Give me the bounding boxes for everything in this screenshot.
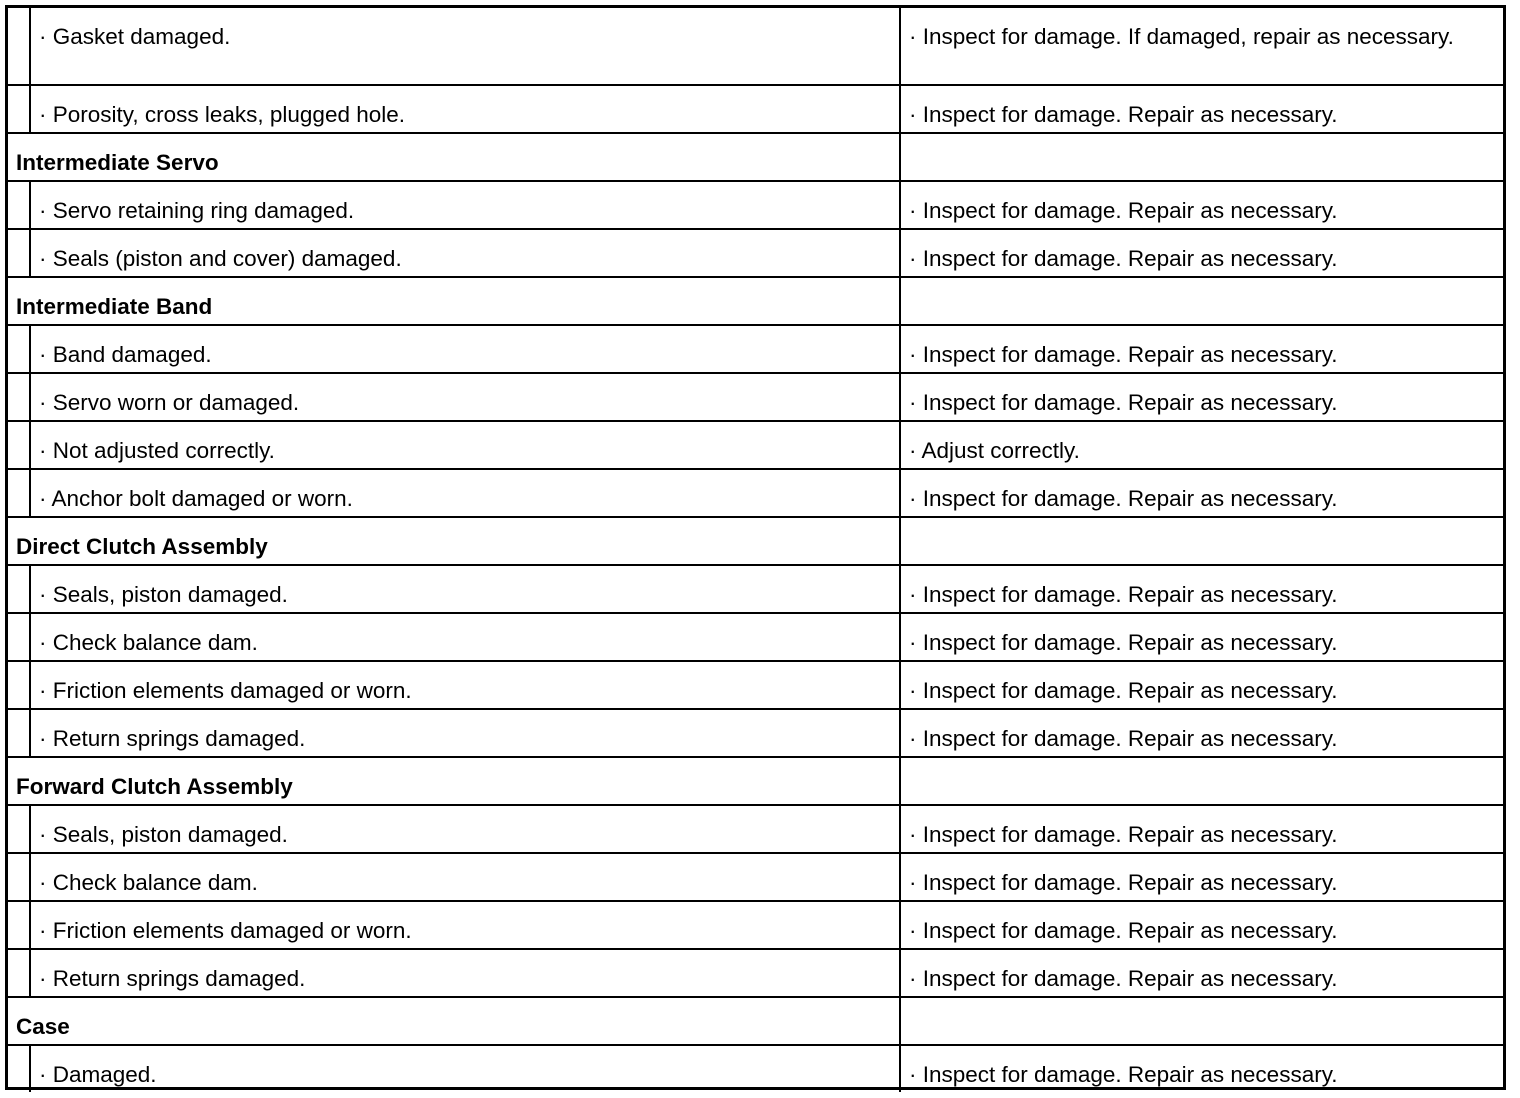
indent-cell	[8, 662, 31, 708]
cause-cell: · Seals, piston damaged.	[31, 806, 901, 852]
cause-cell: · Friction elements damaged or worn.	[31, 902, 901, 948]
action-cell: · Inspect for damage. Repair as necessary.	[909, 246, 1338, 271]
table-row	[8, 614, 1503, 662]
empty-action-cell	[901, 998, 1503, 1044]
section-title: Direct Clutch Assembly	[8, 518, 901, 564]
cause-cell: · Band damaged.	[31, 326, 901, 372]
table-row	[8, 662, 1503, 710]
action-cell: · Adjust correctly.	[909, 438, 1080, 463]
cause-cell: · Damaged.	[31, 1046, 901, 1092]
table-row	[8, 230, 1503, 278]
action-cell: · Inspect for damage. Repair as necessary.	[909, 870, 1338, 895]
cause-cell: · Servo retaining ring damaged.	[31, 182, 901, 228]
table-row	[8, 566, 1503, 614]
empty-action-cell	[901, 134, 1503, 180]
table-row	[8, 374, 1503, 422]
indent-cell	[8, 374, 31, 420]
indent-cell	[8, 614, 31, 660]
indent-cell	[8, 326, 31, 372]
cause-cell: · Gasket damaged.	[31, 8, 901, 84]
cause-cell: · Servo worn or damaged.	[31, 374, 901, 420]
table-row	[8, 86, 1503, 134]
indent-cell	[8, 950, 31, 996]
section-title: Intermediate Band	[8, 278, 901, 324]
indent-cell	[8, 1046, 31, 1092]
action-cell: · Inspect for damage. Repair as necessary.	[909, 390, 1338, 415]
indent-cell	[8, 470, 31, 516]
action-cell: · Inspect for damage. Repair as necessary.	[909, 342, 1338, 367]
indent-cell	[8, 710, 31, 756]
action-cell: · Inspect for damage. Repair as necessary.	[909, 918, 1338, 943]
section-row	[8, 998, 1503, 1046]
cause-cell: · Friction elements damaged or worn.	[31, 662, 901, 708]
action-cell: · Inspect for damage. Repair as necessary.	[909, 198, 1338, 223]
table-row	[8, 854, 1503, 902]
cause-cell: · Not adjusted correctly.	[31, 422, 901, 468]
table-row	[8, 8, 1503, 86]
indent-cell	[8, 86, 31, 132]
table-row	[8, 710, 1503, 758]
cause-cell: · Return springs damaged.	[31, 710, 901, 756]
section-row	[8, 518, 1503, 566]
indent-cell	[8, 902, 31, 948]
action-cell: · Inspect for damage. Repair as necessary.	[909, 822, 1338, 847]
table-row	[8, 950, 1503, 998]
cause-cell: · Anchor bolt damaged or worn.	[31, 470, 901, 516]
action-cell: · Inspect for damage. Repair as necessary.	[909, 486, 1338, 511]
table-row	[8, 470, 1503, 518]
table-row	[8, 902, 1503, 950]
table-row	[8, 806, 1503, 854]
indent-cell	[8, 8, 31, 84]
indent-cell	[8, 422, 31, 468]
indent-cell	[8, 854, 31, 900]
action-cell: · Inspect for damage. If damaged, repair as necessary.	[909, 24, 1454, 49]
section-row	[8, 758, 1503, 806]
cause-cell: · Seals, piston damaged.	[31, 566, 901, 612]
cause-cell: · Seals (piston and cover) damaged.	[31, 230, 901, 276]
cause-cell: · Return springs damaged.	[31, 950, 901, 996]
indent-cell	[8, 806, 31, 852]
action-cell: · Inspect for damage. Repair as necessary.	[909, 582, 1338, 607]
indent-cell	[8, 566, 31, 612]
action-cell: · Inspect for damage. Repair as necessary.	[909, 1062, 1338, 1087]
section-title: Forward Clutch Assembly	[8, 758, 901, 804]
action-cell: · Inspect for damage. Repair as necessary.	[909, 630, 1338, 655]
cause-cell: · Porosity, cross leaks, plugged hole.	[31, 86, 901, 132]
action-cell: · Inspect for damage. Repair as necessary.	[909, 966, 1338, 991]
empty-action-cell	[901, 758, 1503, 804]
indent-cell	[8, 230, 31, 276]
section-title: Case	[8, 998, 901, 1044]
table-row	[8, 422, 1503, 470]
section-row	[8, 278, 1503, 326]
section-title: Intermediate Servo	[8, 134, 901, 180]
table-row	[8, 326, 1503, 374]
section-row	[8, 134, 1503, 182]
cause-cell: · Check balance dam.	[31, 854, 901, 900]
cause-cell: · Check balance dam.	[31, 614, 901, 660]
action-cell: · Inspect for damage. Repair as necessary.	[909, 726, 1338, 751]
action-cell: · Inspect for damage. Repair as necessary.	[909, 678, 1338, 703]
indent-cell	[8, 182, 31, 228]
table-row	[8, 182, 1503, 230]
empty-action-cell	[901, 278, 1503, 324]
table-row	[8, 1046, 1503, 1092]
action-cell: · Inspect for damage. Repair as necessary.	[909, 102, 1338, 127]
diagnosis-table	[5, 5, 1506, 1090]
empty-action-cell	[901, 518, 1503, 564]
